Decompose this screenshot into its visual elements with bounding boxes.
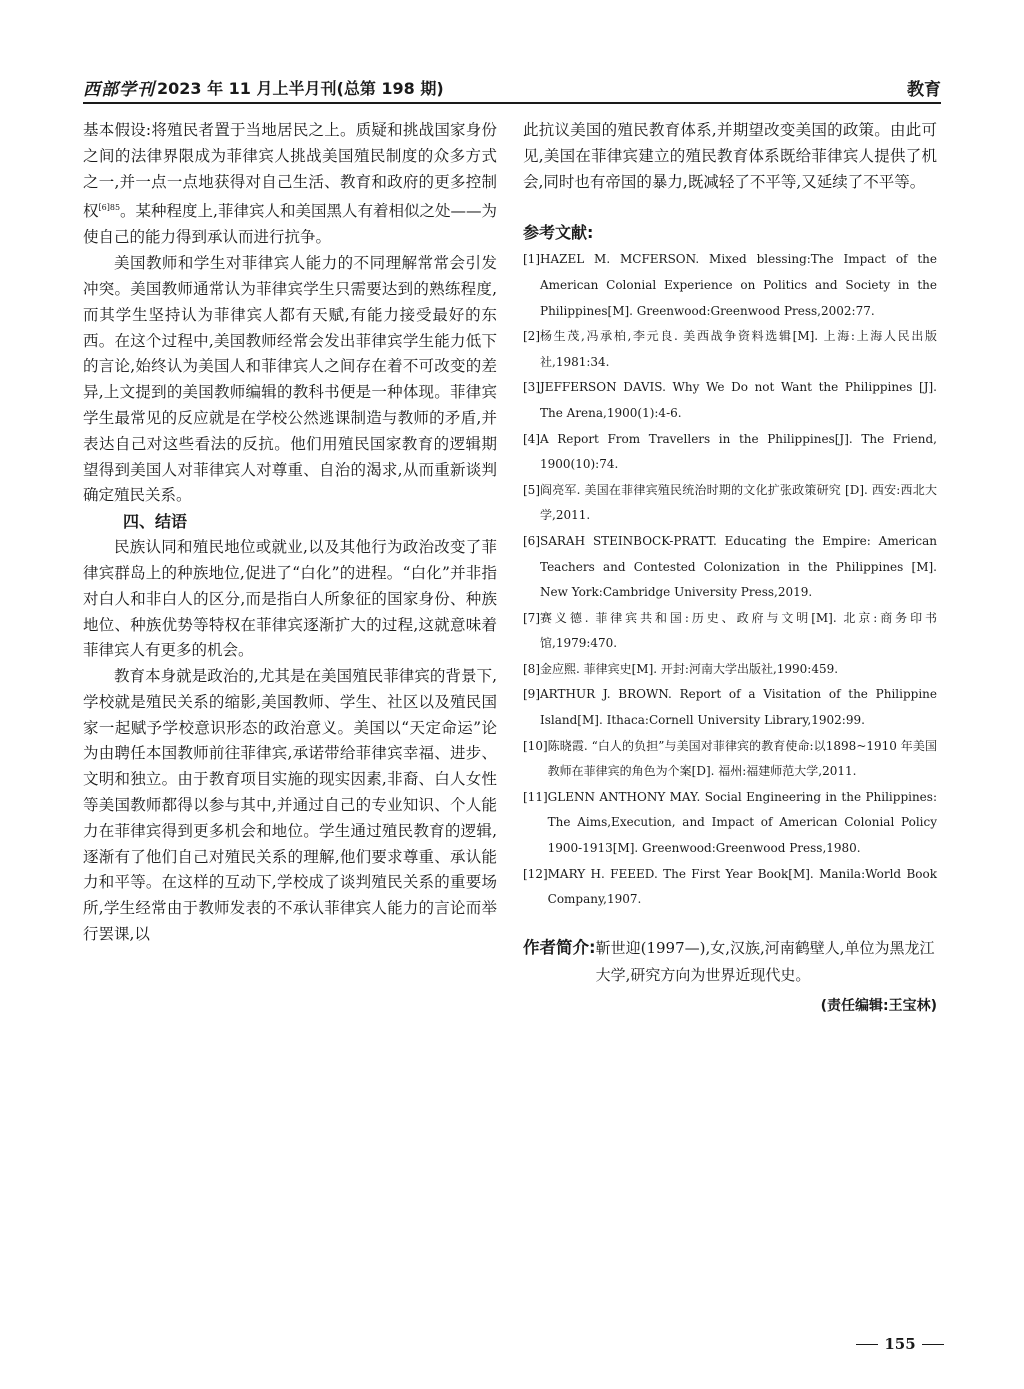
reference-number: [10] (523, 738, 548, 753)
reference-text: HAZEL M. MCFERSON. Mixed blessing:The Impact of the American Colonial Experience on Politics and Society in the Philippines[M]. Greenwood:Greenwood Press,2002:77. (540, 252, 937, 318)
citation: [6]85 (98, 203, 121, 213)
journal-logo: 西部学刊 (83, 79, 155, 100)
dash-left (856, 1344, 878, 1345)
reference-number: [9] (523, 687, 540, 702)
paragraph-2: 美国教师和学生对菲律宾人能力的不同理解常常会引发冲突。美国教师通常认为菲律宾学生只需要达到的熟练程度,而其学生坚持认为菲律宾人都有天赋,有能力接受最好的东西。在这个过程中,美国教师经常会发出菲律宾学生能力低下的言论,始终认为美国人和菲律宾人之间存在着不可改变的差异,上文提到的美国教师编辑的教科书便是一种体现。菲律宾学生最常见的反应就是在学校公然逃课制造与教师的矛盾,并表达自己对这些看法的反抗。他们用殖民国家教育的逻辑期望得到美国人对菲律宾人对尊重、自治的渴求,从而重新谈判确定殖民关系。 (83, 254, 497, 505)
dash-right (922, 1344, 944, 1345)
paragraph-5: 此抗议美国的殖民教育体系,并期望改变美国的政策。由此可见,美国在菲律宾建立的殖民教育体系既给菲律宾人提供了机会,同时也有帝国的暴力,既减轻了不平等,又延续了不平等。 (523, 121, 937, 191)
paragraph-4: 教育本身就是政治的,尤其是在美国殖民菲律宾的背景下,学校就是殖民关系的缩影,美国教师、学生、社区以及殖民国家一起赋予学校意识形态的政治意义。美国以“天定命运”论为由聘任本国教师前往菲律宾,承诺带给菲律宾幸福、进步、文明和独立。由于教育项目实施的现实因素,非裔、白人女性等美国教师都得以参与其中,并通过自己的专业知识、个人能力在菲律宾得到更多机会和地位。学生通过殖民教育的逻辑,逐渐有了他们自己对殖民关系的理解,他们要求尊重、承认能力和平等。在这样的互动下,学校成了谈判殖民关系的重要场所,学生经常由于教师发表的不承认菲律宾人能力的言论而举行罢课,以 (83, 667, 497, 944)
right-column (523, 118, 937, 1015)
reference-item (523, 606, 937, 657)
reference-number: [5] (523, 482, 540, 497)
reference-number: [12] (523, 866, 548, 881)
reference-text: A Report From Travellers in the Philippines[J]. The Friend, 1900(10):74. (540, 431, 937, 472)
reference-text: 陈晓霞. “白人的负担”与美国对菲律宾的教育使命:以1898~1910 年美国教师在菲律宾的角色为个案[D]. 福州:福建师范大学,2011. (547, 738, 937, 779)
reference-text: SARAH STEINBOCK-PRATT. Educating the Empire: American Teachers and Contested Colonization in the Philippines [M]. New York:Cambridge University Press,2019. (540, 533, 937, 600)
author-bio-label: 作者简介: (523, 937, 596, 957)
issue-info: 2023 年 11 月上半月刊(总第 198 期) (157, 78, 444, 98)
references-list (523, 247, 937, 912)
author-bio-text: 靳世迎(1997—),女,汉族,河南鹤壁人,单位为黑龙江大学,研究方向为世界近现代史。 (595, 938, 935, 984)
references-title: 参考文献: (523, 223, 594, 243)
reference-text: 赛义德. 菲律宾共和国:历史、政府与文明[M]. 北京:商务印书馆,1979:470. (540, 610, 937, 651)
reference-item (523, 324, 937, 375)
reference-number: [6] (523, 533, 540, 548)
responsible-editor: (责任编辑:王宝林) (820, 997, 937, 1014)
reference-number: [7] (523, 610, 540, 625)
header-rule (83, 102, 941, 104)
paragraph-1-text-a: 基本假设:将殖民者置于当地居民之上。质疑和挑战国家身份之间的法律界限成为菲律宾人挑战美国殖民制度的众多方式之一,并一点一点地获得对自己生活、教育和政府的更多控制权 (83, 121, 497, 221)
page-number-footer (850, 1335, 950, 1353)
reference-item (523, 427, 937, 478)
reference-item (523, 478, 937, 529)
reference-item (523, 785, 937, 862)
reference-number: [1] (523, 252, 540, 267)
paragraph-1-text-b: 。某种程度上,菲律宾人和美国黑人有着相似之处——为使自己的能力得到承认而进行抗争。 (83, 202, 497, 247)
running-header (83, 72, 941, 102)
reference-text: JEFFERSON DAVIS. Why We Do not Want the Philippines [J]. The Arena,1900(1):4-6. (540, 380, 937, 420)
paragraph-3: 民族认同和殖民地位或就业,以及其他行为政治改变了菲律宾群岛上的种族地位,促进了“白化”的进程。“白化”并非指对白人和非白人的区分,而是指白人所象征的国家身份、种族地位、种族优势等特权在菲律宾逐渐扩大的过程,这就意味着菲律宾人有更多的机会。 (83, 538, 497, 660)
reference-number: [4] (523, 431, 540, 446)
reference-number: [11] (523, 789, 548, 804)
reference-item (523, 734, 937, 785)
reference-item (523, 862, 937, 913)
reference-item (523, 657, 937, 683)
reference-item (523, 375, 937, 426)
reference-text: 阎亮军. 美国在菲律宾殖民统治时期的文化扩张政策研究 [D]. 西安:西北大学,2011. (540, 482, 937, 523)
reference-text: 金应熙. 菲律宾史[M]. 开封:河南大学出版社,1990:459. (540, 661, 839, 676)
reference-number: [2] (523, 329, 540, 344)
reference-item (523, 529, 937, 606)
reference-number: [3] (523, 380, 540, 395)
reference-number: [8] (523, 661, 540, 676)
section-name: 教育 (907, 79, 941, 100)
left-column (83, 118, 497, 948)
reference-item (523, 247, 937, 324)
reference-text: 杨生茂,冯承柏,李元良. 美西战争资料选辑[M]. 上海:上海人民出版社,1981:34. (540, 329, 937, 369)
reference-text: ARTHUR J. BROWN. Report of a Visitation of the Philippine Island[M]. Ithaca:Cornell University Library,1902:99. (540, 687, 937, 728)
reference-item (523, 682, 937, 733)
paragraph-1 (83, 118, 497, 251)
reference-text: GLENN ANTHONY MAY. Social Engineering in the Philippines: The Aims,Execution, and Impact of American Colonial Policy 1900-1913[M]. Greenwood:Greenwood Press,1980. (547, 789, 937, 856)
section-heading: 四、结语 (123, 512, 188, 532)
page-number: 155 (884, 1335, 916, 1353)
reference-text: MARY H. FEEED. The First Year Book[M]. Manila:World Book Company,1907. (547, 866, 937, 907)
author-bio (523, 935, 937, 989)
header-left (83, 75, 444, 100)
